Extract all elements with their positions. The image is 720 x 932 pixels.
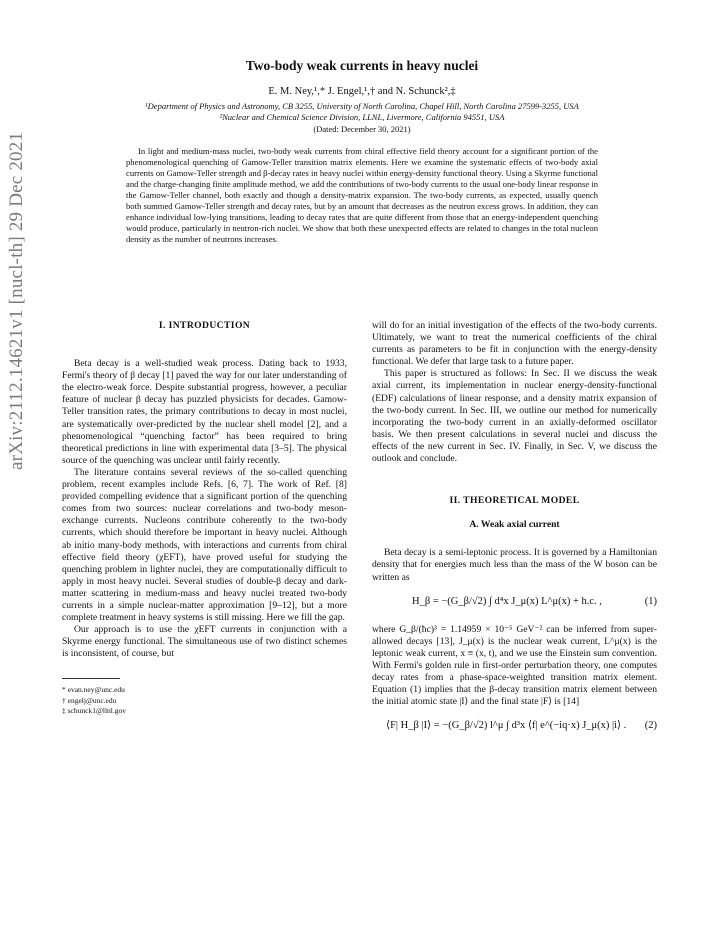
footnote-rule xyxy=(62,678,120,679)
arxiv-identifier: arXiv:2112.14621v1 [nucl-th] 29 Dec 2021 xyxy=(6,131,27,470)
intro-paragraph-3: Our approach is to use the χEFT currents in conjunction with a Skyrme energy functional. The simultaneous use of two distinct schemes is inconsistent, of course, but xyxy=(62,624,347,660)
intro-paragraph-5: This paper is structured as follows: In Sec. II we discuss the weak axial current, its implementation in nuclear energy-density-functional (EDF) calculations of linear response, and a density matrix expansion of the two-body current. In Sec. III, we outline our method for numerically incorporating the two-body current in an axially-deformed oscillator basis. We then present calculations in several nuclei and discuss the effects of the new current in Sec. IV. Finally, in Sec. V, we discuss the outlook and conclude. xyxy=(372,368,657,465)
date-line: (Dated: December 30, 2021) xyxy=(313,124,411,134)
equation-1 xyxy=(372,592,657,616)
left-column xyxy=(62,320,347,717)
intro-paragraph-1: Beta decay is a well-studied weak process. Dating back to 1933, Fermi's theory of β decay [1] paved the way for our later understanding of the electro-weak force. Despite substantial progress, however, a peculiar feature of nuclear β decay has puzzled physicists for decades. Gamow-Teller transition rates, the primary contributions to decay in most nuclei, are systematically over-predicted by the nuclear shell model [2], and a phenomenological “quenching factor” has been required to bring theoretical predictions in line with experimental data [3–5]. The physical source of the quenching was unclear until fairly recently. xyxy=(62,358,347,466)
section-heading-introduction: I. INTRODUCTION xyxy=(158,320,251,331)
affiliation-2: ²Nuclear and Chemical Science Division, LLNL, Livermore, California 94551, USA xyxy=(219,112,505,122)
footnote-1[interactable]: * evan.ney@unc.edu xyxy=(62,685,125,695)
equation-1-body: H_β = −(G_β/√2) ∫ d⁴x J_μ(x) L^μ(x) + h.c. , xyxy=(412,595,602,607)
equation-2 xyxy=(372,716,657,740)
paper-title: Two-body weak currents in heavy nuclei xyxy=(245,58,479,73)
author-list: E. M. Ney,¹,* J. Engel,¹,† and N. Schunck²,‡ xyxy=(268,86,456,97)
equation-2-body: ⟨F| H_β |I⟩ = −(G_β/√2) l^μ ∫ d³x ⟨f| e^(−iq·x) J_μ(x) |i⟩ . xyxy=(386,720,627,732)
affiliation-1: ¹Department of Physics and Astronomy, CB 3255, University of North Carolina, Chapel Hill, North Carolina 27599-3255, USA xyxy=(145,101,579,111)
right-column xyxy=(372,320,657,748)
subsection-heading-weak-axial-current: A. Weak axial current xyxy=(469,519,560,531)
theory-paragraph-2: where G_β/(ħc)³ = 1.14959 × 10⁻⁵ GeV⁻² can be inferred from super-allowed decays [13], J_μ(x) is the nuclear weak current, L^μ(x) is the leptonic weak current, x ≡ (x, t), and we use the Einstein sum convention. With Fermi's golden rule in first-order perturbation theory, one computes decay rates from a phase-space-weighted transition matrix element. Equation (1) implies that the β-decay transition matrix element between the initial atomic state |I⟩ and the final state |F⟩ is [14] xyxy=(372,623,657,708)
footnote-2[interactable]: † engelj@unc.edu xyxy=(62,695,117,705)
section-heading-theoretical-model: II. THEORETICAL MODEL xyxy=(449,495,580,507)
abstract: In light and medium-mass nuclei, two-body weak currents from chiral effective field theory account for a significant portion of the phenomenological quenching of Gamow-Teller transition matrix elements. Here we examine the systematic effects of two-body axial currents on Gamow-Teller strength and β-decay rates in heavy nuclei within energy-density functional theory. Using a Skyrme functional and the charge-changing finite amplitude method, we add the contributions of two-body currents to the usual one-body linear response in the Gamow-Teller channel, both exactly and though a density-matrix expansion. The two-body currents, as expected, usually quench both summed Gamow-Teller strength and decay rates, but by an amount that decreases as the neutron excess grows. In addition, they can enhance individual low-lying transitions, leading to decay rates that are quite different from those that an energy-independent quenching would produce, particularly in neutron-rich nuclei. We show that both these unexpected effects are related to changes in the total nucleon density as the number of neutrons increases. xyxy=(126,146,598,244)
intro-paragraph-2: The literature contains several reviews of the so-called quenching problem, recent examples include Refs. [6, 7]. The work of Ref. [8] provided compelling evidence that a significant portion of the quenching comes from two sources: nuclear correlations and two-body meson-exchange currents. Nucleons contribute coherently to the two-body currents, which should therefore be important in heavy nuclei. Although ab initio many-body methods, with interactions and currents from chiral effective field theory (χEFT), have proved useful for studying the quenching problem in lighter nuclei, they are computationally difficult to apply in most heavy nuclei. Several studies of double-β decay and dark-matter scattering in medium-mass and heavy nuclei treated two-body currents in a simple nuclear-matter approximation [9–12], but a more complete treatment in heavy systems is still missing. Here we fill the gap. xyxy=(62,466,347,624)
equation-2-number: (2) xyxy=(644,720,657,732)
theory-paragraph-1: Beta decay is a semi-leptonic process. It is governed by a Hamiltonian density that for energies much less than the mass of the W boson can be written as xyxy=(372,547,657,583)
paper-page xyxy=(62,58,662,732)
equation-1-number: (1) xyxy=(644,595,657,607)
intro-paragraph-4: will do for an initial investigation of the effects of the two-body currents. Ultimately, we want to treat the numerical coefficients of the chiral currents as parameters to be fit in conjunction with the energy-density functional. We defer that large task to a future paper. xyxy=(372,320,657,368)
footnote-3[interactable]: ‡ schunck1@llnl.gov xyxy=(62,706,126,716)
